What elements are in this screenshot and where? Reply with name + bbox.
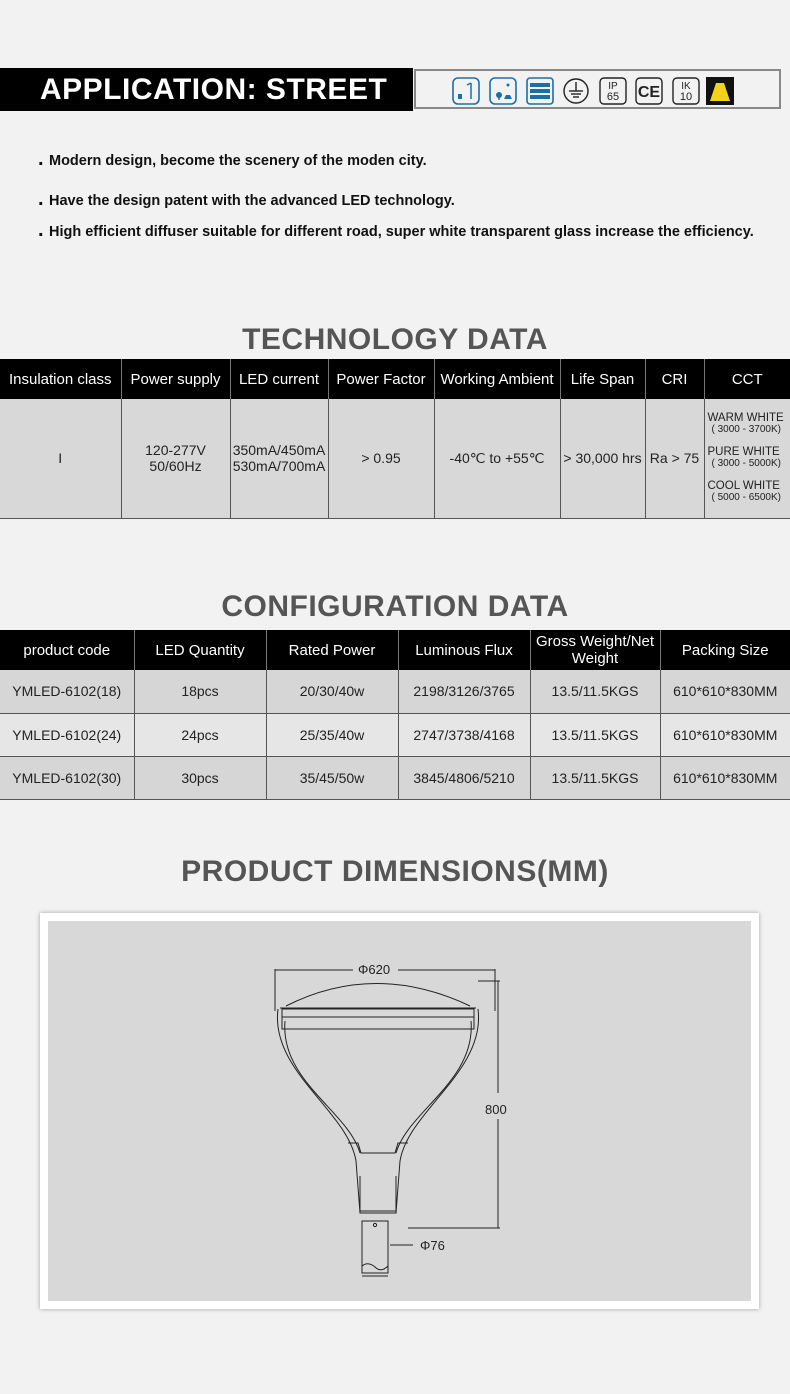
header-insulation-class: Insulation class xyxy=(0,359,121,399)
weight-cell: 13.5/11.5KGS xyxy=(530,713,660,756)
solar-panel-icon xyxy=(526,77,554,105)
rated-power-cell: 25/35/40w xyxy=(266,713,398,756)
life-span-value: > 30,000 hrs xyxy=(560,399,645,518)
bottom-diameter-label: Φ76 xyxy=(420,1238,445,1253)
rated-power-cell: 35/45/50w xyxy=(266,756,398,799)
header-weight: Gross Weight/Net Weight xyxy=(530,630,660,670)
dimensions-title: PRODUCT DIMENSIONS(MM) xyxy=(181,855,609,888)
cct-warm-range: ( 3000 - 3700K) xyxy=(711,424,781,436)
product-code-cell: YMLED-6102(30) xyxy=(0,756,134,799)
configuration-table xyxy=(0,630,790,800)
luminous-flux-cell: 3845/4806/5210 xyxy=(398,756,530,799)
luminous-flux-cell: 2198/3126/3765 xyxy=(398,670,530,713)
top-diameter-label: Φ620 xyxy=(358,962,391,977)
header-power-factor: Power Factor xyxy=(328,359,434,399)
feature-list xyxy=(38,152,758,263)
technology-table xyxy=(0,359,790,519)
table-row xyxy=(0,713,790,756)
cri-value: Ra > 75 xyxy=(645,399,704,518)
header-led-quantity: LED Quantity xyxy=(134,630,266,670)
configuration-title: CONFIGURATION DATA xyxy=(221,590,569,623)
weight-cell: 13.5/11.5KGS xyxy=(530,756,660,799)
header-power-supply: Power supply xyxy=(121,359,230,399)
feature-item: . Have the design patent with the advanced LED technology. xyxy=(38,192,758,210)
weight-cell: 13.5/11.5KGS xyxy=(530,670,660,713)
ambient-value: -40℃ to +55℃ xyxy=(434,399,560,518)
power-supply-voltage: 120-277V xyxy=(145,442,206,459)
led-current-line-1: 350mA/450mA xyxy=(232,442,326,459)
cct-cool-range: ( 5000 - 6500K) xyxy=(711,492,781,504)
technology-title: TECHNOLOGY DATA xyxy=(242,323,548,356)
table-row xyxy=(0,756,790,799)
product-code-cell: YMLED-6102(24) xyxy=(0,713,134,756)
power-factor-value: > 0.95 xyxy=(328,399,434,518)
cct-value xyxy=(704,399,790,518)
dimension-drawing xyxy=(48,921,751,1301)
ip-bottom-text: 65 xyxy=(606,91,620,103)
cct-cool-name: COOL WHITE xyxy=(707,480,780,493)
power-supply-frequency: 50/60Hz xyxy=(149,458,202,475)
led-quantity-cell: 24pcs xyxy=(134,713,266,756)
feature-item: . High efficient diffuser suitable for different road, super white transparent glass increase the efficiency. xyxy=(38,223,758,241)
header-cct: CCT xyxy=(704,359,790,399)
dimension-drawing-frame xyxy=(40,913,759,1309)
ip-rating-icon xyxy=(599,77,627,105)
header-working-ambient: Working Ambient xyxy=(434,359,560,399)
header-packing-size: Packing Size xyxy=(660,630,790,670)
street-lamp-icon xyxy=(452,77,480,105)
ce-mark-icon xyxy=(635,77,663,105)
header-luminous-flux: Luminous Flux xyxy=(398,630,530,670)
light-beam-icon xyxy=(706,77,734,105)
height-label: 800 xyxy=(485,1102,507,1117)
garden-lamp-icon xyxy=(489,77,517,105)
header-rated-power: Rated Power xyxy=(266,630,398,670)
ik-top-text: IK xyxy=(681,81,691,92)
luminous-flux-cell: 2747/3738/4168 xyxy=(398,713,530,756)
lamp-outline-drawing xyxy=(48,921,751,1301)
led-quantity-cell: 30pcs xyxy=(134,756,266,799)
ip-top-text: IP xyxy=(608,81,618,92)
feature-item: . Modern design, become the scenery of the moden city. xyxy=(38,152,758,170)
packing-size-cell: 610*610*830MM xyxy=(660,713,790,756)
led-quantity-cell: 18pcs xyxy=(134,670,266,713)
application-header xyxy=(0,68,790,111)
header-led-current: LED current xyxy=(230,359,328,399)
header-life-span: Life Span xyxy=(560,359,645,399)
led-current-value xyxy=(230,399,328,518)
ce-text: CE xyxy=(637,84,661,101)
product-code-cell: YMLED-6102(18) xyxy=(0,670,134,713)
cct-warm-name: WARM WHITE xyxy=(707,412,784,425)
cct-pure-name: PURE WHITE xyxy=(707,446,780,459)
ik-bottom-text: 10 xyxy=(679,91,693,103)
insulation-value: I xyxy=(0,399,121,518)
certification-icons xyxy=(414,69,781,109)
header-cri: CRI xyxy=(645,359,704,399)
packing-size-cell: 610*610*830MM xyxy=(660,756,790,799)
rated-power-cell: 20/30/40w xyxy=(266,670,398,713)
led-current-line-2: 530mA/700mA xyxy=(232,458,326,475)
ik-rating-icon xyxy=(672,77,700,105)
cct-pure-range: ( 3000 - 5000K) xyxy=(711,458,781,470)
table-row xyxy=(0,670,790,713)
ground-icon xyxy=(562,77,590,105)
packing-size-cell: 610*610*830MM xyxy=(660,670,790,713)
power-supply-value xyxy=(121,399,230,518)
header-product-code: product code xyxy=(0,630,134,670)
application-title: APPLICATION: STREET xyxy=(0,68,413,111)
